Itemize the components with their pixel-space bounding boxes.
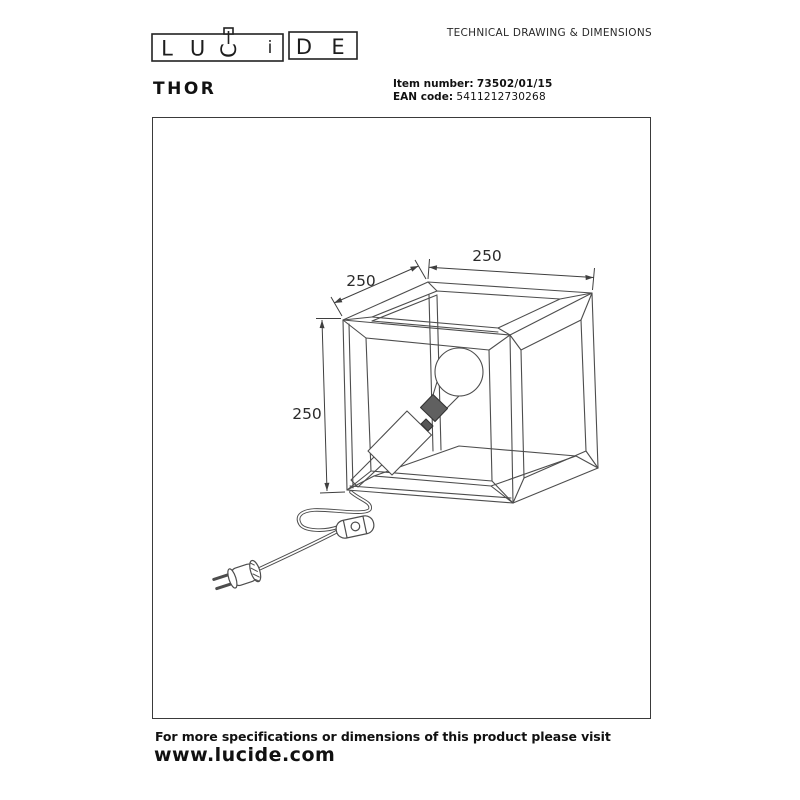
logo-letter-l: L [161,36,173,61]
height-arrow-bottom [324,483,329,491]
bulb-screw-base [421,395,448,422]
power-plug [212,559,263,594]
logo-letter-c: C [217,43,242,58]
height-dimension-label: 250 [292,405,322,423]
width-dimension-label: 250 [472,247,502,265]
width-arrow-right [585,275,593,280]
item-number-row [393,78,553,91]
item-number-label: Item number: [393,78,474,90]
logo-boxes [152,28,357,61]
plug-pin-top [214,575,228,580]
technical-drawing [152,117,651,719]
depth-arrow-left [334,297,342,303]
logo-letter-e: E [331,35,345,60]
lamp-socket [368,411,432,475]
depth-dimension-label: 250 [346,272,376,290]
ean-code-value: 5411212730268 [456,90,546,103]
item-number-value: 73502/01/15 [476,78,553,90]
ean-code-label: EAN code: [393,90,454,103]
depth-arrow-right [410,266,418,272]
document-title: TECHNICAL DRAWING & DIMENSIONS [446,27,652,39]
cord-to-plug-core [259,531,338,569]
bulb-globe [435,348,483,396]
inline-switch [335,514,376,540]
logo-letter-i: i [267,38,273,59]
logo-letters [161,35,344,61]
plug-pin-bottom [217,584,231,589]
logo-letter-u: U [189,36,206,61]
product-name: THOR [153,79,217,99]
footer-website: www.lucide.com [154,744,336,766]
cube-bottom-edges [347,468,598,503]
logo-letter-d: D [295,35,313,60]
product-codes [393,78,553,103]
cube-top-face-outline [343,282,592,335]
footer-note: For more specifications or dimensions of this product please visit [155,729,611,744]
right-miter-lines [510,293,598,503]
lucide-logo [150,27,362,67]
width-dimension-lines [428,259,595,290]
height-arrow-top [320,320,325,328]
ean-code-row [393,91,553,104]
